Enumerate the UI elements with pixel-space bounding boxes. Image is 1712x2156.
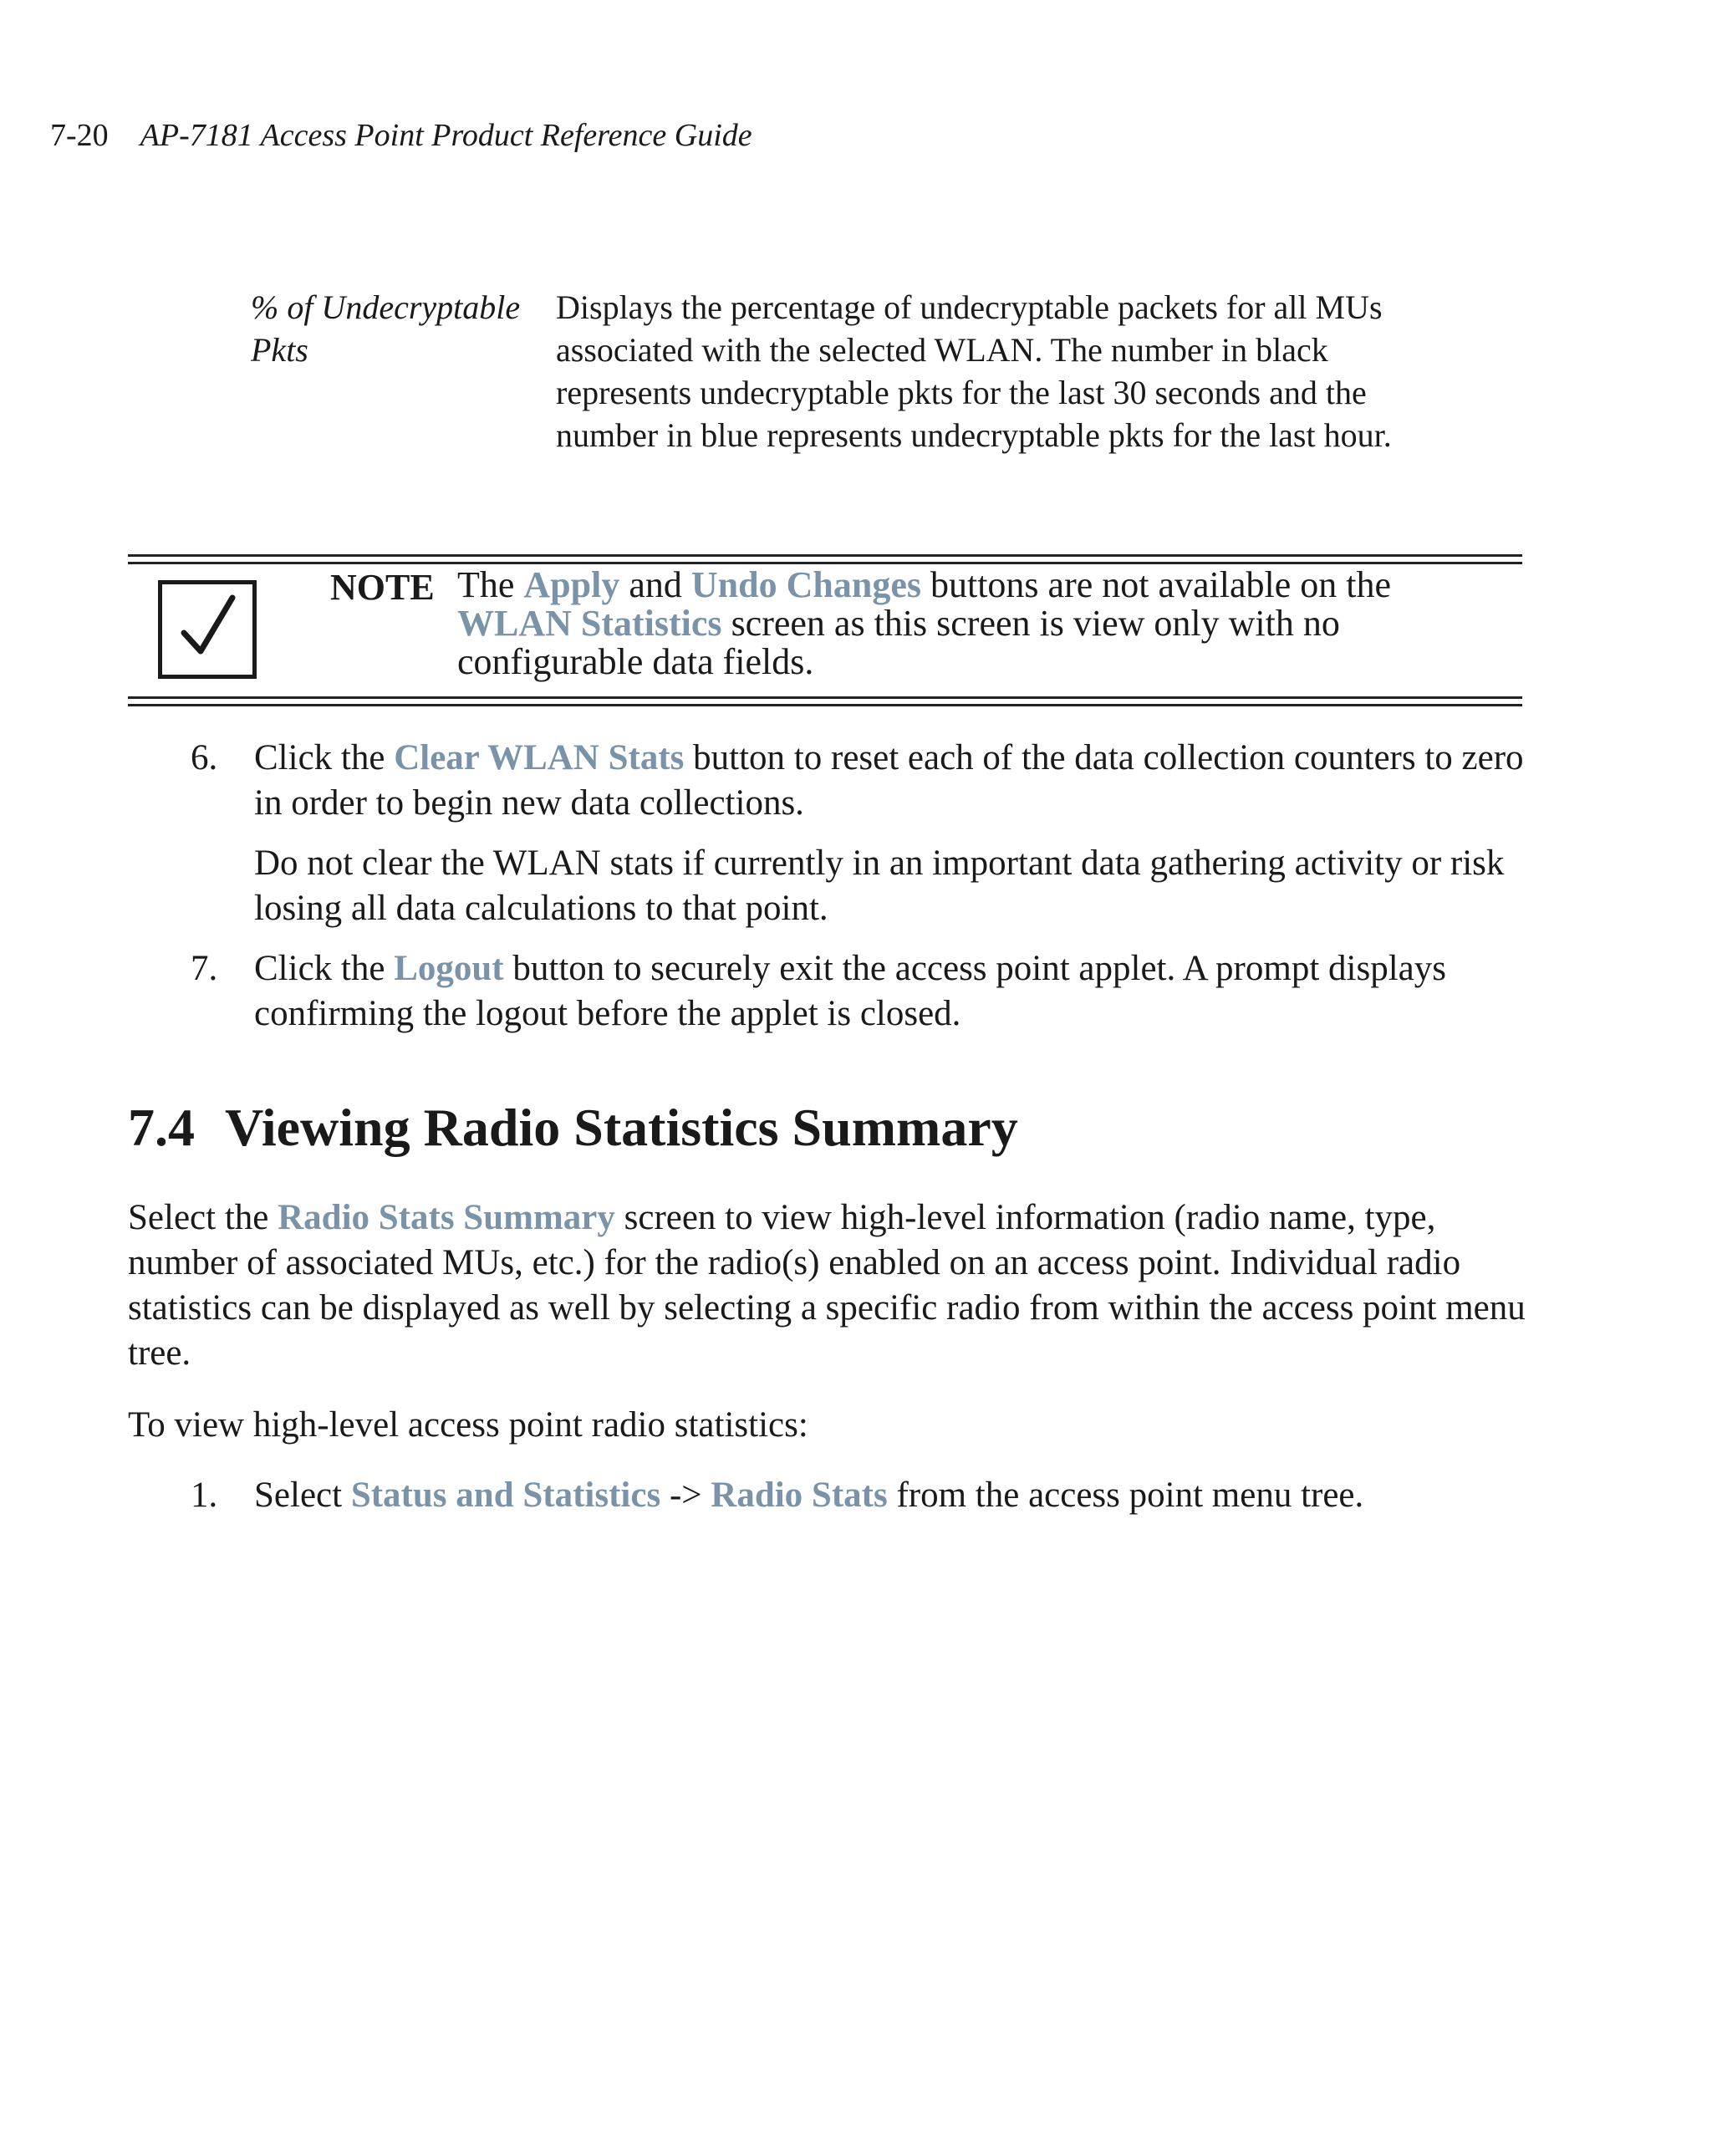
step-number: 1. xyxy=(191,1476,218,1515)
section-heading xyxy=(128,1097,1018,1159)
step-text xyxy=(254,736,1525,826)
note-label: NOTE xyxy=(330,567,435,608)
step-text-part: button to securely exit the access point applet. A prompt displays confirming the logout before the applet is closed. xyxy=(254,949,1446,1033)
note-text-part: and xyxy=(619,564,691,605)
paragraph-text-part: screen to view high-level information (radio name, type, number of associated MUs, etc.) for the radio(s) enabled on an access point. Individual radio statistics can be displayed as well by selecting a specific radio from within the access point menu tree. xyxy=(128,1198,1526,1373)
note-box xyxy=(128,554,1522,706)
step-text xyxy=(254,1473,1525,1518)
step-text-part: Click the xyxy=(254,738,395,777)
step-number: 6. xyxy=(191,738,218,777)
parameter-term: % of Undecryptable Pkts xyxy=(251,288,521,369)
note-text-part: screen as this screen is view only with no configurable data fields. xyxy=(457,603,1340,682)
radio-stats-summary-link: Radio Stats Summary xyxy=(278,1198,615,1237)
step-text xyxy=(254,946,1525,1037)
checkmark-icon xyxy=(158,580,257,679)
paragraph-text-part: Select the xyxy=(128,1198,278,1237)
step-text-part: Select xyxy=(254,1476,351,1515)
wlan-statistics-link: WLAN Statistics xyxy=(457,603,722,644)
apply-link: Apply xyxy=(523,564,620,605)
parameter-row xyxy=(251,286,1404,456)
section-number: 7.4 xyxy=(128,1098,195,1157)
note-bottom-rule xyxy=(128,704,1522,706)
parameter-description: Displays the percentage of undecryptable packets for all MUs associated with the selected WLAN. The number in black represents undecryptable pkts for the last 30 seconds and the number in blue represents undecryptable pkts for the last hour. xyxy=(556,288,1392,454)
lead-paragraph: To view high-level access point radio statistics: xyxy=(128,1405,808,1445)
document-title: AP-7181 Access Point Product Reference Guide xyxy=(140,118,752,153)
step-text-part: from the access point menu tree. xyxy=(887,1476,1364,1515)
note-text xyxy=(457,566,1511,681)
step-number: 7. xyxy=(191,949,218,988)
radio-stats-link: Radio Stats xyxy=(711,1476,888,1515)
step-text-part: -> xyxy=(660,1476,711,1515)
step-text-part: Click the xyxy=(254,949,395,988)
step-text-part: button to reset each of the data collection counters to zero in order to begin new data collections. xyxy=(254,738,1524,823)
note-top-rule xyxy=(128,554,1522,557)
logout-link: Logout xyxy=(394,949,504,988)
page-number: 7-20 xyxy=(50,118,109,153)
note-text-part: buttons are not available on the xyxy=(920,564,1392,605)
running-header xyxy=(50,117,752,154)
step-note-paragraph: Do not clear the WLAN stats if currently in an important data gathering activity or risk losing all data calculations to that point. xyxy=(254,844,1505,928)
section-title: Viewing Radio Statistics Summary xyxy=(225,1098,1018,1157)
undo-changes-link: Undo Changes xyxy=(690,564,921,605)
intro-paragraph xyxy=(128,1195,1528,1376)
note-text-part: The xyxy=(457,564,524,605)
status-and-statistics-link: Status and Statistics xyxy=(350,1476,661,1515)
clear-wlan-stats-link: Clear WLAN Stats xyxy=(394,738,685,777)
note-bottom-rule-inner xyxy=(128,696,1522,699)
